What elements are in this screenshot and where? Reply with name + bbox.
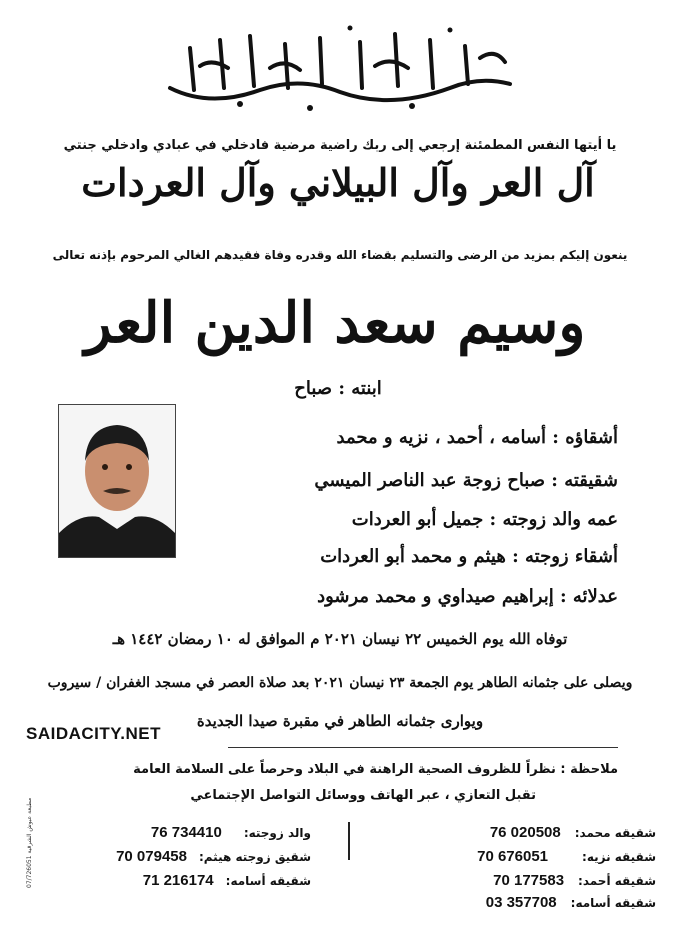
contact-row	[477, 848, 656, 865]
families-title: آل العر وآل البيلاني وآل العردات	[81, 160, 595, 205]
contact-row	[116, 848, 311, 865]
contact-row	[486, 894, 656, 911]
printer-imprint	[26, 797, 38, 890]
relative-daughter: ابنته : صباح	[294, 378, 382, 399]
relative-father-in-law: عمه والد زوجته : جميل أبو العردات	[351, 509, 618, 530]
watermark-text: SAIDACITY.NET	[26, 724, 161, 743]
calligraphy-header	[150, 18, 530, 118]
contact-label: شقيقه محمد:	[574, 825, 656, 840]
contact-label: شقيقه نزيه:	[582, 849, 656, 864]
contact-label: شقيق زوجته هيثم:	[198, 849, 311, 864]
contact-number: 76 020508	[489, 824, 561, 841]
announcement-line: ينعون إليكم بمزيد من الرضى والتسليم بقضاء الله وقدره وفاة فقيدهم الغالي المرحوم بإذنه تعالى	[52, 248, 628, 262]
column-separator	[348, 822, 350, 860]
relative-brothers-in-law-2: عدلائه : إبراهيم صيداوي و محمد مرشود	[317, 586, 618, 607]
contact-row	[493, 872, 656, 889]
contact-label: شقيقه أسامه:	[225, 873, 311, 888]
contact-number: 03 357708	[485, 894, 557, 911]
divider-line	[228, 747, 618, 748]
contact-number: 70 676051	[477, 848, 549, 865]
contact-number: 76 734410	[150, 824, 222, 841]
deceased-photo	[58, 404, 176, 558]
burial-details: ويوارى جثمانه الطاهر في مقبرة صيدا الجديدة	[196, 712, 484, 730]
relative-brothers: أشقاؤه : أسامه ، أحمد ، نزيه و محمد	[336, 427, 618, 448]
contact-number: 70 079458	[116, 848, 187, 865]
note-line-1: ملاحظة : نظراً للظروف الصحية الراهنة في البلاد وحرصاً على السلامة العامة	[133, 762, 618, 777]
quran-verse: يا أيتها النفس المطمئنة إرجعي إلى ربك راضية مرضية فادخلي في عبادي وادخلي جنتي	[63, 138, 617, 153]
printer-imprint-text: مطبعة عبوش الشرقية 07/726051	[26, 797, 33, 888]
note-line-2: تقبل التعازي ، عبر الهاتف ووسائل التواصل الإجتماعي	[190, 788, 536, 803]
prayer-details: ويصلى على جثمانه الطاهر يوم الجمعة ٢٣ نيسان ٢٠٢١ بعد صلاة العصر في مسجد الغفران / سيروب	[47, 675, 633, 691]
death-date: توفاه الله يوم الخميس ٢٢ نيسان ٢٠٢١ م الموافق له ١٠ رمضان ١٤٤٢ هـ	[112, 630, 568, 648]
deceased-name: وسيم سعد الدين العر	[84, 290, 586, 356]
contact-number: 71 216174	[142, 872, 214, 889]
calligraphy-artwork	[150, 18, 530, 118]
contact-row	[490, 824, 656, 841]
contact-label: والد زوجته:	[243, 825, 311, 840]
contact-number: 70 177583	[493, 872, 565, 889]
relative-sister: شقيقته : صباح زوجة عبد الناصر الميسي	[314, 470, 618, 491]
contact-label: شقيقه أحمد:	[578, 873, 656, 888]
contact-row	[143, 872, 311, 889]
contact-label: شقيقه أسامه:	[570, 895, 656, 910]
relative-brothers-in-law: أشقاء زوجته : هيثم و محمد أبو العردات	[320, 546, 618, 567]
portrait-icon	[59, 405, 175, 557]
contact-row	[151, 824, 311, 841]
